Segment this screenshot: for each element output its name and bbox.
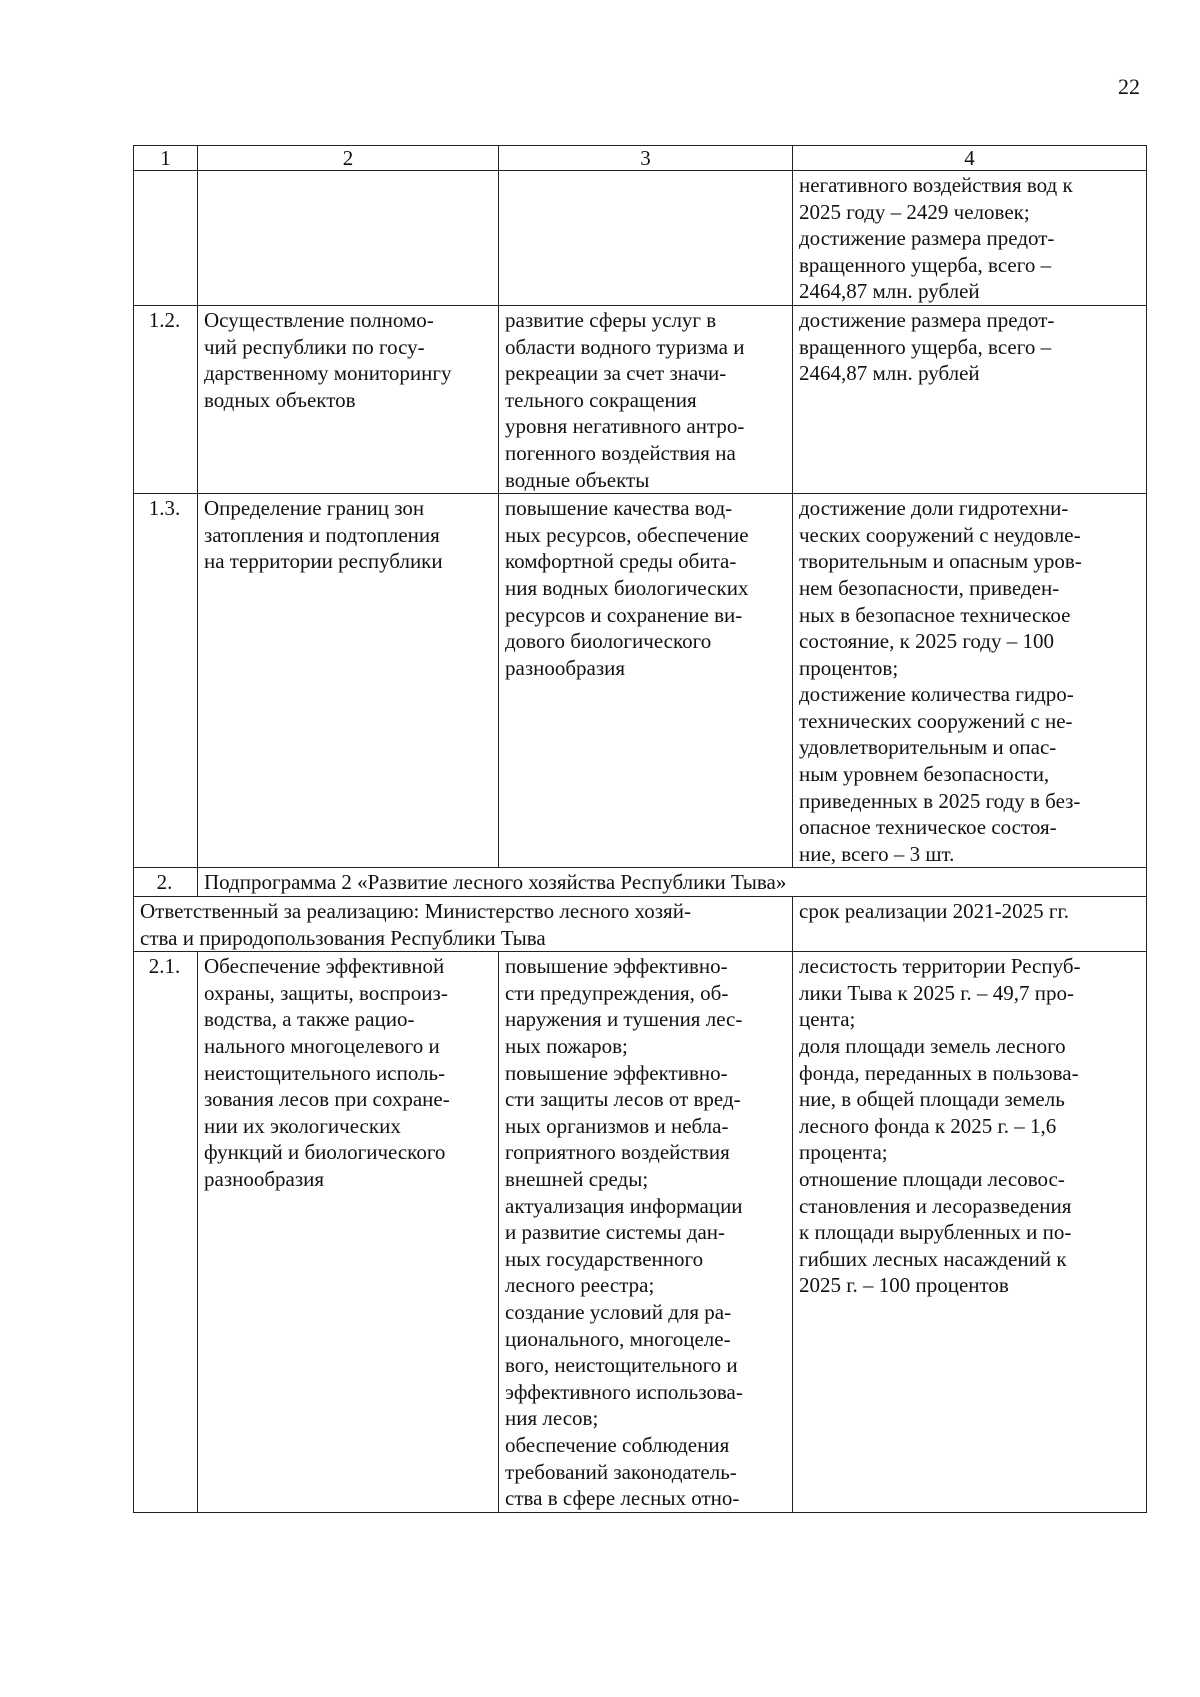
row-number: 2. xyxy=(134,868,198,897)
measure-cell: Осуществление полномо- чий республики по госу- дарственному мониторингу водных объектов xyxy=(198,305,499,493)
result-cell xyxy=(499,171,793,306)
indicators-cell: лесистость территории Респуб- лики Тыва к 2025 г. – 49,7 про- цента; доля площади земель лесного фонда, переданных в пользова- ние, в общей площади земель лесного фонда к 2025 г. – 1,6 процента; отношение площади лесовос- становления и лесоразведения к площади вырубленных и по- гибших лесных насаждений к 2025 г. – 100 процентов xyxy=(793,952,1147,1512)
responsible-row xyxy=(134,897,1147,952)
result-cell: повышение качества вод- ных ресурсов, обеспечение комфортной среды обита- ния водных биологических ресурсов и сохранение ви- дового биологического разнообразия xyxy=(499,494,793,868)
indicators-cell: негативного воздействия вод к 2025 году – 2429 человек; достижение размера предот- вращенного ущерба, всего – 2464,87 млн. рублей xyxy=(793,171,1147,306)
indicators-cell: достижение размера предот- вращенного ущерба, всего – 2464,87 млн. рублей xyxy=(793,305,1147,493)
period-cell: срок реализации 2021-2025 гг. xyxy=(793,897,1147,952)
column-header: 3 xyxy=(499,146,793,171)
table-row xyxy=(134,952,1147,1512)
measure-cell: Обеспечение эффективной охраны, защиты, воспроиз- водства, а также рацио- нального многоцелевого и неистощительного исполь- зования лесов при сохране- нии их экологических функций и биологического разнообразия xyxy=(198,952,499,1512)
result-cell: развитие сферы услуг в области водного туризма и рекреации за счет значи- тельного сокращения уровня негативного антро- погенного воздействия на водные объекты xyxy=(499,305,793,493)
column-header: 2 xyxy=(198,146,499,171)
page-number: 22 xyxy=(1118,74,1140,99)
row-number: 2.1. xyxy=(134,952,198,1512)
measure-cell xyxy=(198,171,499,306)
row-number xyxy=(134,171,198,306)
row-number: 1.2. xyxy=(134,305,198,493)
subprogram-title: Подпрограмма 2 «Развитие лесного хозяйства Республики Тыва» xyxy=(198,868,1147,897)
table-header-row xyxy=(134,146,1147,171)
row-number: 1.3. xyxy=(134,494,198,868)
table-row xyxy=(134,171,1147,306)
program-table xyxy=(133,145,1147,1513)
column-header: 4 xyxy=(793,146,1147,171)
table-row xyxy=(134,494,1147,868)
indicators-cell: достижение доли гидротехни- ческих сооружений с неудовле- творительным и опасным уров- нем безопасности, приведен- ных в безопасное техническое состояние, к 2025 году – 100 процентов; достижение количества гидро- технических сооружений с не- удовлетворительным и опас- ным уровнем безопасности, приведенных в 2025 году в без- опасное техническое состоя- ние, всего – 3 шт. xyxy=(793,494,1147,868)
measure-cell: Определение границ зон затопления и подтопления на территории республики xyxy=(198,494,499,868)
table-row xyxy=(134,305,1147,493)
result-cell: повышение эффективно- сти предупреждения, об- наружения и тушения лес- ных пожаров; повышение эффективно- сти защиты лесов от вред- ных организмов и небла- гоприятного воздействия внешней среды; актуализация информации и развитие системы дан- ных государственного лесного реестра; создание условий для ра- ционального, многоцеле- вого, неистощительного и эффективного использова- ния лесов; обеспечение соблюдения требований законодатель- ства в сфере лесных отно- xyxy=(499,952,793,1512)
column-header: 1 xyxy=(134,146,198,171)
subprogram-row xyxy=(134,868,1147,897)
responsible-cell: Ответственный за реализацию: Министерство лесного хозяй- ства и природопользования Республики Тыва xyxy=(134,897,793,952)
